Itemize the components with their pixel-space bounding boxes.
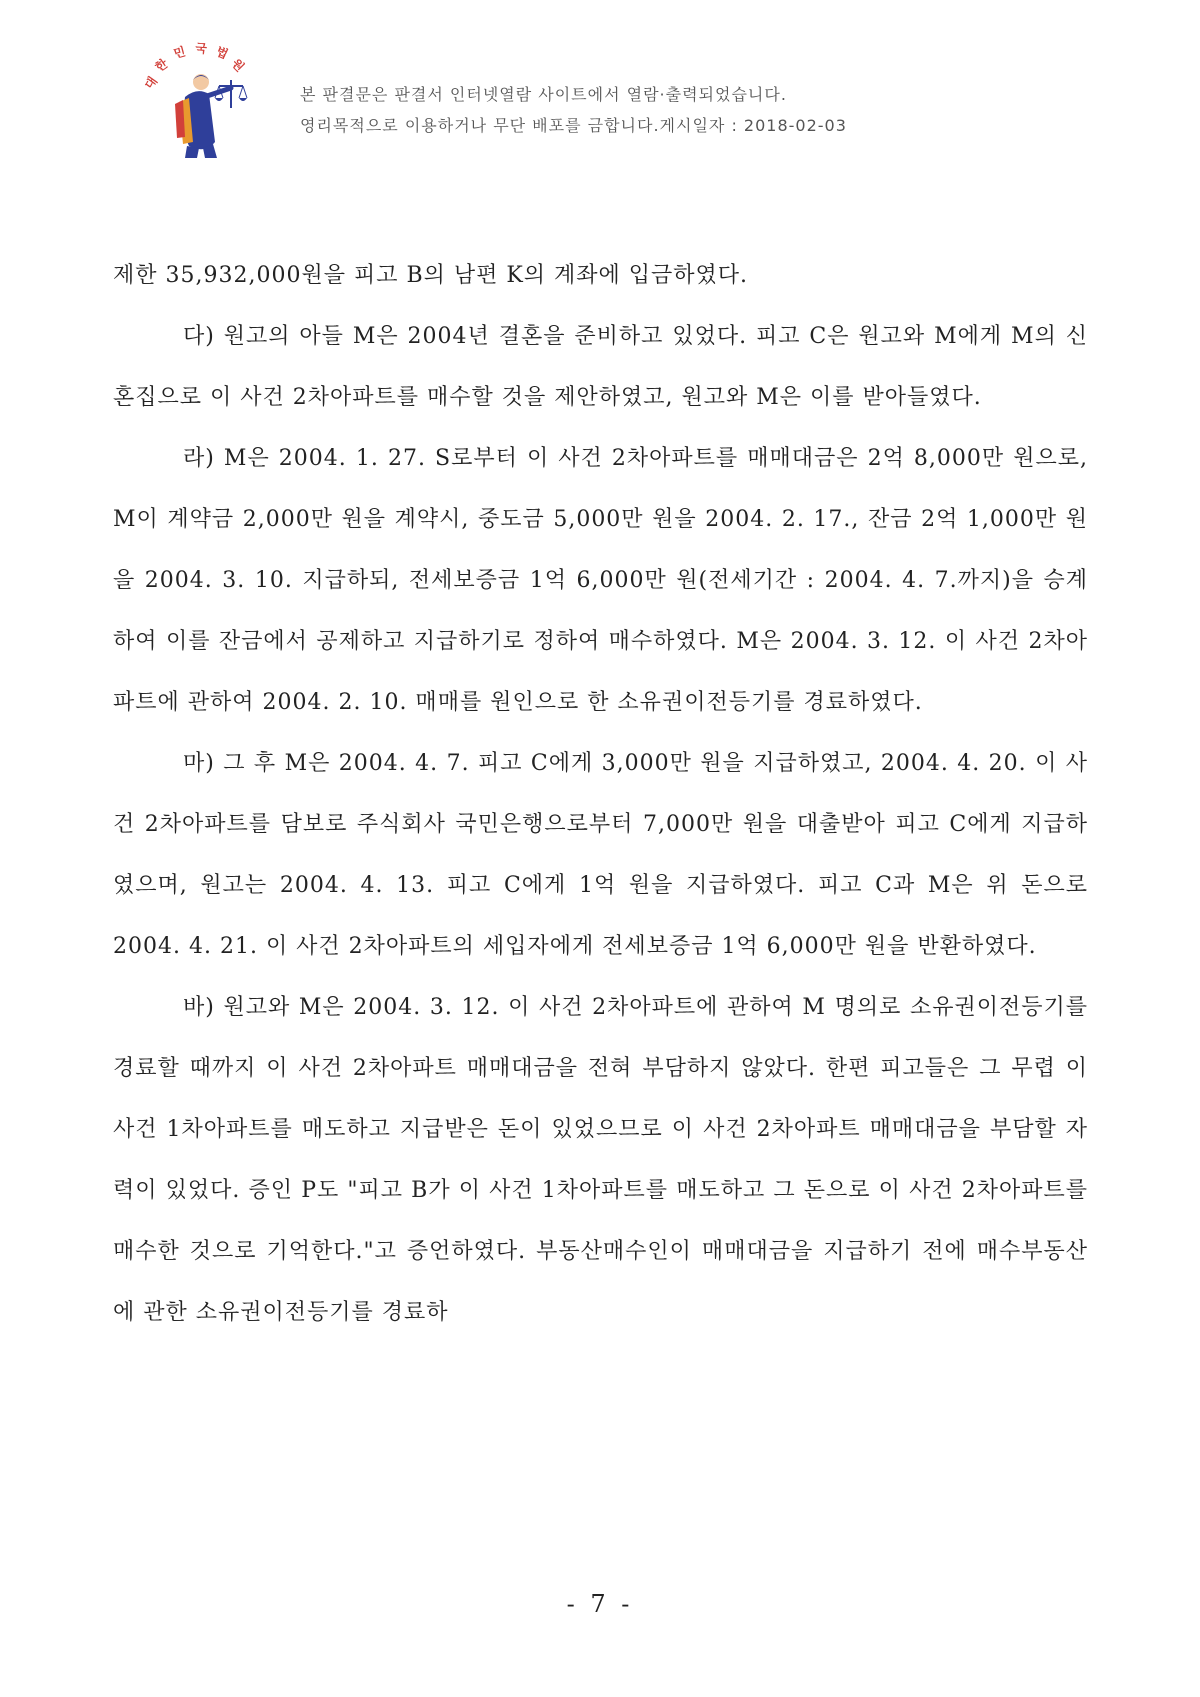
paragraph-da: 다) 원고의 아들 M은 2004년 결혼을 준비하고 있었다. 피고 C은 원고와 M에게 M의 신혼집으로 이 사건 2차아파트를 매수할 것을 제안하였고, 원고와 M은 이를 받아들였다. [113,324,1088,410]
svg-text:원: 원 [228,56,247,75]
paragraph-ra: 라) M은 2004. 1. 27. S로부터 이 사건 2차아파트를 매매대금은 2억 8,000만 원으로, M이 계약금 2,000만 원을 계약시, 중도금 5,000만 원을 2004. 2. 17., 잔금 2억 1,000만 원을 2004. 3. 10. 지급하되, 전세보증금 1억 6,000만 원(전세기간 : 2004. 4. 7.까지)을 승계하여 이를 잔금에서 공제하고 지급하기로 정하여 매수하였다. M은 2004. 3. 12. 이 사건 2차아파트에 관하여 2004. 2. 10. 매매를 원인으로 한 소유권이전등기를 경료하였다. [113,446,1088,715]
svg-text:대: 대 [141,74,161,92]
paragraph-ba: 바) 원고와 M은 2004. 3. 12. 이 사건 2차아파트에 관하여 M 명의로 소유권이전등기를 경료할 때까지 이 사건 2차아파트 매매대금을 전혀 부담하지 않았다. 한편 피고들은 그 무렵 이 사건 1차아파트를 매도하고 지급받은 돈이 있었으므로 이 사건 2차아파트 매매대금을 부담할 자력이 있었다. 증인 P도 "피고 B가 이 사건 1차아파트를 매도하고 그 돈으로 이 사건 2차아파트를 매수한 것으로 기억한다."고 증언하였다. 부동산매수인이 매매대금을 지급하기 전에 매수부동산에 관한 소유권이전등기를 경료하 [113,995,1088,1325]
paragraph-continuation: 제한 35,932,000원을 피고 B의 남편 K의 계좌에 입금하였다. [113,263,749,288]
paragraph-ma: 마) 그 후 M은 2004. 4. 7. 피고 C에게 3,000만 원을 지급하였고, 2004. 4. 20. 이 사건 2차아파트를 담보로 주식회사 국민은행으로부터 7,000만 원을 대출받아 피고 C에게 지급하였으며, 원고는 2004. 4. 13. 피고 C에게 1억 원을 지급하였다. 피고 C과 M은 위 돈으로 2004. 4. 21. 이 사건 2차아파트의 세입자에게 전세보증금 1억 6,000만 원을 반환하였다. [113,751,1088,959]
svg-text:국: 국 [194,41,208,56]
page-number: - 7 - [566,1590,634,1618]
court-emblem-icon [141,41,275,162]
notice-line-1: 본 판결문은 판결서 인터넷열람 사이트에서 열람·출력되었습니다. [300,85,787,104]
svg-text:민: 민 [172,44,187,61]
svg-text:한: 한 [152,56,171,75]
notice-line-2: 영리목적으로 이용하거나 무단 배포를 금합니다.게시일자 : 2018-02-03 [300,116,847,135]
court-logo [141,41,275,162]
document-body [113,245,1088,1343]
svg-text:법: 법 [213,44,231,62]
document-header [0,0,1200,170]
